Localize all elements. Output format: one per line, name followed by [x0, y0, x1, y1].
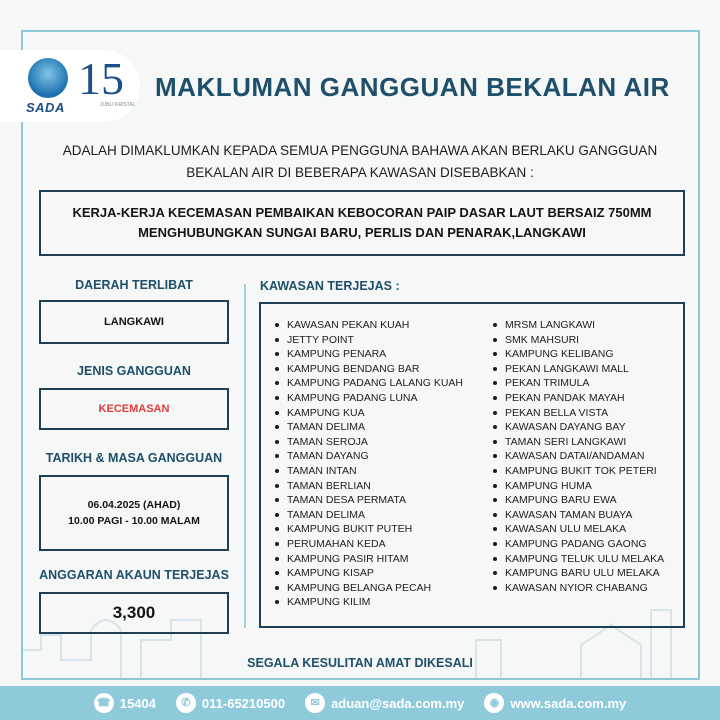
apology-note: SEGALA KESULITAN AMAT DIKESALI: [247, 656, 473, 670]
area-item: TAMAN DAYANG: [273, 449, 473, 464]
anniversary-logo: 15: [78, 53, 124, 104]
contact-website[interactable]: [484, 693, 626, 713]
area-item: SMK MAHSURI: [491, 333, 681, 348]
cause-line-2: MENGHUBUNGKAN SUNGAI BARU, PERLIS DAN PENARAK,LANGKAWI: [138, 225, 586, 240]
disruption-type-box: [39, 388, 229, 430]
area-item: PEKAN LANGKAWI MALL: [491, 362, 681, 377]
contact-phone[interactable]: [94, 693, 156, 713]
area-item: PEKAN TRIMULA: [491, 376, 681, 391]
accounts-value: 3,300: [112, 603, 156, 622]
email-icon: ✉: [305, 693, 325, 713]
phone-number: 15404: [119, 695, 156, 711]
area-item: KAMPUNG KISAP: [273, 566, 473, 581]
district-label: DAERAH TERLIBAT: [75, 278, 193, 292]
column-divider: [244, 284, 246, 628]
area-item: KAWASAN DATAI/ANDAMAN: [491, 449, 681, 464]
area-item: TAMAN SERI LANGKAWI: [491, 435, 681, 450]
areas-list-right: [491, 318, 681, 595]
area-item: KAMPUNG PASIR HITAM: [273, 552, 473, 567]
area-item: KAWASAN TAMAN BUAYA: [491, 508, 681, 523]
district-box: [39, 300, 229, 344]
area-item: PEKAN BELLA VISTA: [491, 406, 681, 421]
whatsapp-number: 011-65210500: [201, 695, 286, 711]
logo-brand: SADA: [26, 100, 65, 115]
area-item: PERUMAHAN KEDA: [273, 537, 473, 552]
anniversary-tagline: JUBLI KRISTAL: [100, 102, 136, 108]
area-item: KAMPUNG PENARA: [273, 347, 473, 362]
cause-line-1: KERJA-KERJA KECEMASAN PEMBAIKAN KEBOCORAN PAIP DASAR LAUT BERSAIZ 750MM: [72, 205, 652, 220]
contact-email[interactable]: [305, 693, 464, 713]
accounts-box: [39, 592, 229, 634]
cause-box: [39, 190, 685, 256]
intro-text: [40, 140, 680, 184]
affected-areas-box: [259, 302, 685, 628]
date-value: 06.04.2025 (AHAD): [87, 499, 181, 511]
area-item: MRSM LANGKAWI: [491, 318, 681, 333]
email-address: aduan@sada.com.my: [331, 695, 465, 711]
logo-badge: [0, 50, 140, 122]
area-item: KAMPUNG KELIBANG: [491, 347, 681, 362]
area-item: KAWASAN ULU MELAKA: [491, 522, 681, 537]
area-item: KAMPUNG BARU ULU MELAKA: [491, 566, 681, 581]
area-item: KAMPUNG KILIM: [273, 595, 473, 610]
area-item: TAMAN DELIMA: [273, 420, 473, 435]
intro-line-2: BEKALAN AIR DI BEBERAPA KAWASAN DISEBABKAN :: [186, 165, 534, 180]
phone-icon: ☎: [94, 693, 114, 713]
area-item: KAWASAN PEKAN KUAH: [273, 318, 473, 333]
area-item: PEKAN PANDAK MAYAH: [491, 391, 681, 406]
district-value: LANGKAWI: [104, 316, 164, 328]
area-item: TAMAN SEROJA: [273, 435, 473, 450]
area-item: KAMPUNG PADANG LALANG KUAH: [273, 376, 473, 391]
area-item: KAMPUNG HUMA: [491, 479, 681, 494]
area-item: KAMPUNG PADANG LUNA: [273, 391, 473, 406]
area-item: KAWASAN NYIOR CHABANG: [491, 581, 681, 596]
whatsapp-icon: ✆: [176, 693, 196, 713]
area-item: KAWASAN DAYANG BAY: [491, 420, 681, 435]
area-item: KAMPUNG BARU EWA: [491, 493, 681, 508]
affected-areas-title: KAWASAN TERJEJAS :: [260, 279, 400, 293]
page-title: MAKLUMAN GANGGUAN BEKALAN AIR: [155, 72, 670, 102]
areas-list-left: [273, 318, 473, 610]
area-item: TAMAN INTAN: [273, 464, 473, 479]
area-item: KAMPUNG BUKIT TOK PETERI: [491, 464, 681, 479]
datetime-box: [39, 475, 229, 551]
area-item: TAMAN DESA PERMATA: [273, 493, 473, 508]
contact-bar: [0, 686, 720, 720]
area-item: KAMPUNG BENDANG BAR: [273, 362, 473, 377]
area-item: KAMPUNG TELUK ULU MELAKA: [491, 552, 681, 567]
area-item: KAMPUNG BELANGA PECAH: [273, 581, 473, 596]
time-value: 10.00 PAGI - 10.00 MALAM: [68, 515, 200, 527]
area-item: KAMPUNG PADANG GAONG: [491, 537, 681, 552]
accounts-label: ANGGARAN AKAUN TERJEJAS: [39, 568, 229, 582]
disruption-type-value: KECEMASAN: [98, 403, 170, 415]
area-item: JETTY POINT: [273, 333, 473, 348]
area-item: KAMPUNG KUA: [273, 406, 473, 421]
web-icon: ◉: [484, 693, 504, 713]
datetime-label: TARIKH & MASA GANGGUAN: [45, 451, 223, 465]
area-item: KAMPUNG BUKIT PUTEH: [273, 522, 473, 537]
sada-logo-icon: [28, 58, 68, 98]
disruption-type-label: JENIS GANGGUAN: [77, 364, 191, 378]
website-url: www.sada.com.my: [510, 695, 627, 711]
intro-line-1: ADALAH DIMAKLUMKAN KEPADA SEMUA PENGGUNA BAHAWA AKAN BERLAKU GANGGUAN: [62, 143, 658, 158]
area-item: TAMAN DELIMA: [273, 508, 473, 523]
area-item: TAMAN BERLIAN: [273, 479, 473, 494]
contact-whatsapp[interactable]: [176, 693, 285, 713]
